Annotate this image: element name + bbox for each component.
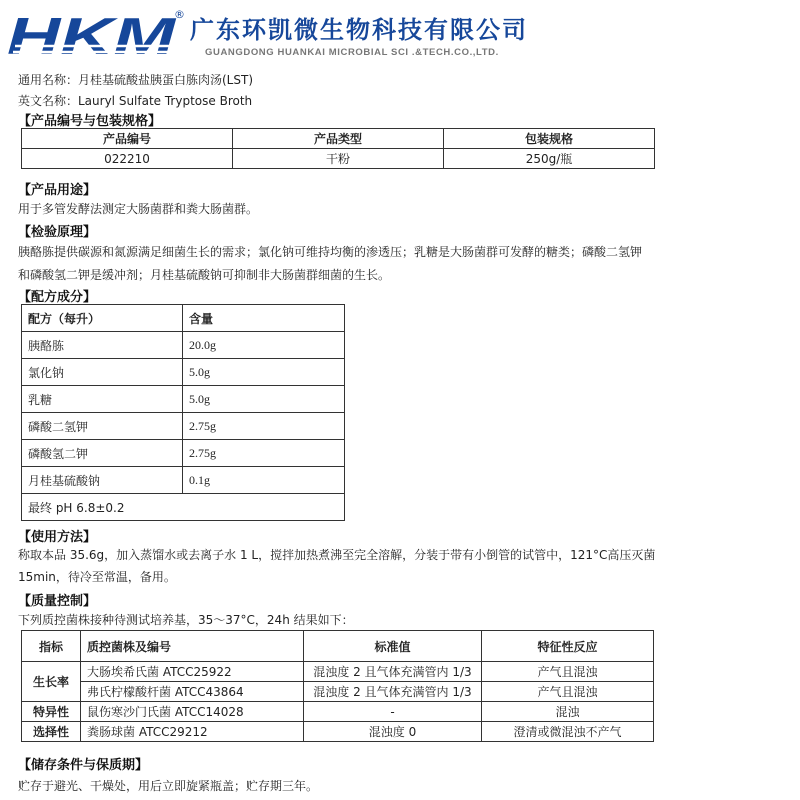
company-name-cn: 广东环凯微生物科技有限公司 [190,16,528,44]
table-row [22,440,345,467]
section-method: 【使用方法】 [18,530,97,545]
table-header: 产品类型 [233,129,444,149]
table-row [22,702,654,722]
ingredient-name: 月桂基硫酸钠 [22,467,183,494]
ingredient-amount: 20.0g [183,332,345,359]
qc-intro: 下列质控菌株接种待测试培养基，35～37°C，24h 结果如下： [18,613,354,627]
indicator-label: 选择性 [22,722,81,742]
ingredient-name: 胰酪胨 [22,332,183,359]
ingredient-amount: 2.75g [183,440,345,467]
strain-name: 粪肠球菌 ATCC29212 [81,722,304,742]
method-line: 称取本品 35.6g，加入蒸馏水或去离子水 1 L，搅拌加热煮沸至完全溶解，分装于带有小倒管的试管中，121°C高压灭菌 [18,548,656,562]
table-header: 配方（每升） [22,305,183,332]
ingredient-amount: 2.75g [183,413,345,440]
usage-text: 用于多管发酵法测定大肠菌群和粪大肠菌群。 [18,202,259,216]
method-line: 15min，待冷至常温，备用。 [18,570,176,584]
ingredient-amount: 5.0g [183,359,345,386]
section-principle: 【检验原理】 [18,225,97,240]
table-header: 特征性反应 [482,631,654,662]
strain-name: 弗氏柠檬酸杆菌 ATCC43864 [81,682,304,702]
indicator-label: 特异性 [22,702,81,722]
ingredient-name: 乳糖 [22,386,183,413]
strain-name: 鼠伤寒沙门氏菌 ATCC14028 [81,702,304,722]
spec-table [21,128,655,169]
table-row [22,662,654,682]
ingredient-name: 磷酸氢二钾 [22,440,183,467]
english-name: 英文名称：Lauryl Sulfate Tryptose Broth [18,94,253,108]
table-cell: 250g/瓶 [444,149,655,169]
table-row [22,332,345,359]
section-usage: 【产品用途】 [18,183,97,198]
standard-value: 混浊度 2 且气体充满管内 1/3 [304,682,482,702]
registered-mark: ® [174,8,185,21]
table-row [22,149,655,169]
table-row [22,359,345,386]
section-formula: 【配方成分】 [18,290,97,305]
table-header-row [22,305,345,332]
qc-table [21,630,654,742]
table-row [22,467,345,494]
table-cell: 022210 [22,149,233,169]
principle-line: 胰酪胨提供碳源和氮源满足细菌生长的需求；氯化钠可维持均衡的渗透压；乳糖是大肠菌群可发酵的糖类；磷酸二氢钾 [18,245,643,259]
ingredient-amount: 0.1g [183,467,345,494]
principle-line: 和磷酸氢二钾是缓冲剂；月桂基硫酸钠可抑制非大肠菌群细菌的生长。 [18,268,391,282]
table-header: 指标 [22,631,81,662]
final-ph: 最终 pH 6.8±0.2 [22,494,345,521]
table-cell: 干粉 [233,149,444,169]
reaction-value: 产气且混浊 [482,682,654,702]
ingredient-amount: 5.0g [183,386,345,413]
section-storage: 【储存条件与保质期】 [18,758,149,773]
table-header: 标准值 [304,631,482,662]
table-row [22,682,654,702]
table-row [22,494,345,521]
formula-table [21,304,345,521]
standard-value: - [304,702,482,722]
strain-name: 大肠埃希氏菌 ATCC25922 [81,662,304,682]
standard-value: 混浊度 0 [304,722,482,742]
indicator-label: 生长率 [22,662,81,702]
standard-value: 混浊度 2 且气体充满管内 1/3 [304,662,482,682]
section-spec: 【产品编号与包装规格】 [18,114,162,129]
table-header: 包装规格 [444,129,655,149]
table-row [22,722,654,742]
company-name-en: GUANGDONG HUANKAI MICROBIAL SCI .&TECH.CO.,LTD. [205,47,499,58]
page-header [0,0,800,68]
ingredient-name: 磷酸二氢钾 [22,413,183,440]
hkm-logo [5,8,183,60]
reaction-value: 澄清或微混浊不产气 [482,722,654,742]
section-qc: 【质量控制】 [18,594,97,609]
table-row [22,386,345,413]
reaction-value: 产气且混浊 [482,662,654,682]
svg-text:HKM: HKM [7,8,178,60]
storage-text: 贮存于避光、干燥处，用后立即旋紧瓶盖；贮存期三年。 [18,779,319,793]
table-header-row [22,631,654,662]
reaction-value: 混浊 [482,702,654,722]
table-header: 质控菌株及编号 [81,631,304,662]
generic-name: 通用名称：月桂基硫酸盐胰蛋白胨肉汤(LST) [18,73,253,87]
ingredient-name: 氯化钠 [22,359,183,386]
table-row [22,413,345,440]
table-header-row [22,129,655,149]
table-header: 含量 [183,305,345,332]
table-header: 产品编号 [22,129,233,149]
